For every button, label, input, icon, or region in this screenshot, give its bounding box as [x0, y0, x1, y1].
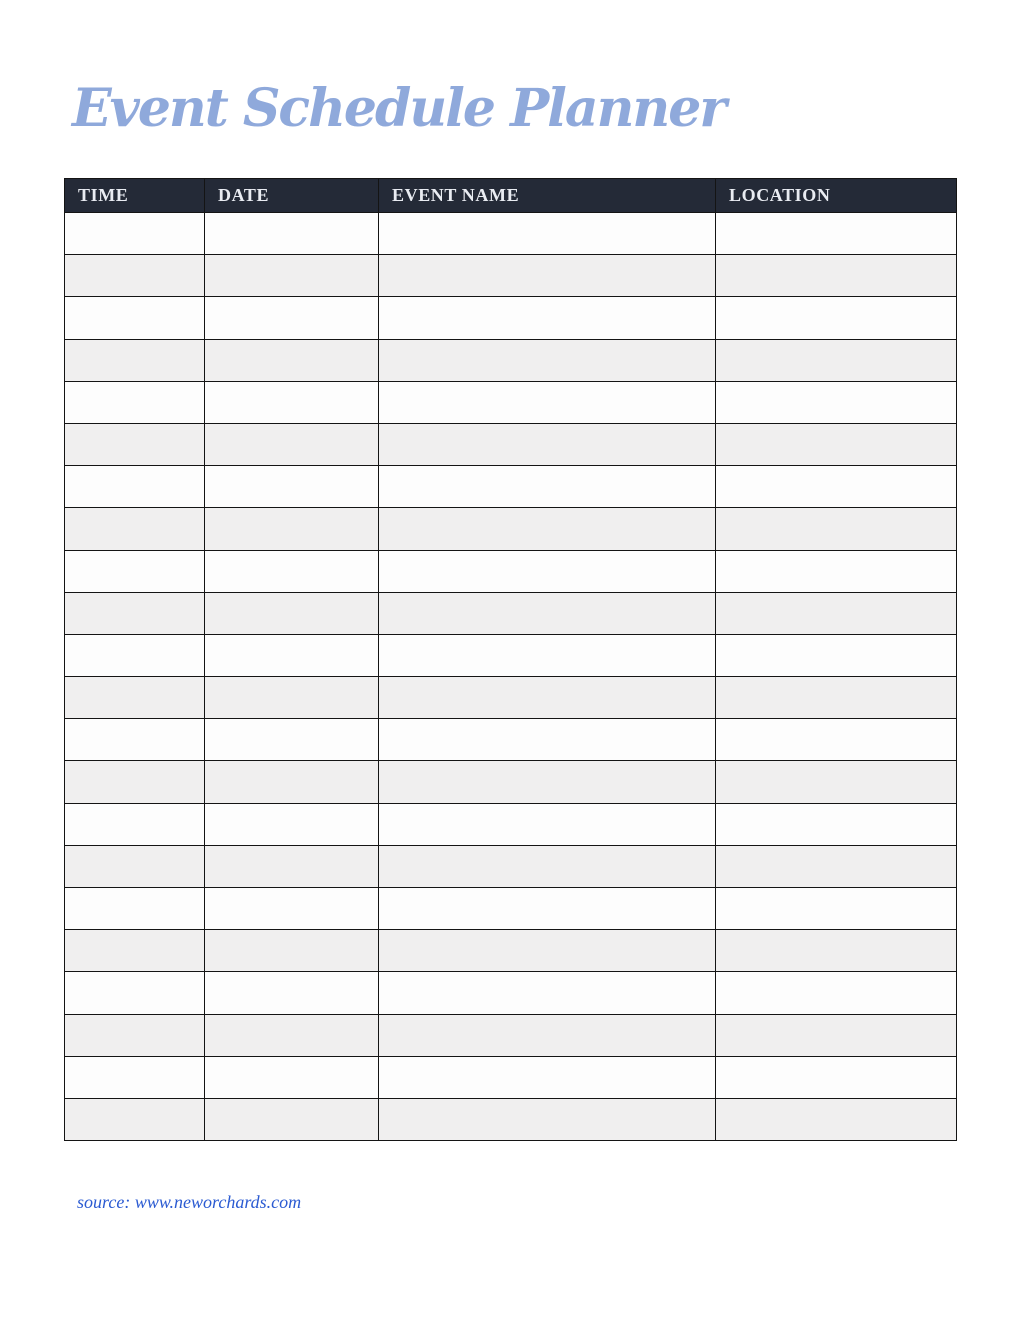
table-cell — [716, 466, 957, 508]
table-row — [65, 1056, 957, 1098]
table-row — [65, 508, 957, 550]
table-cell — [379, 845, 716, 887]
table-cell — [716, 213, 957, 255]
table-cell — [716, 297, 957, 339]
table-cell — [65, 972, 205, 1014]
table-cell — [65, 213, 205, 255]
table-cell — [205, 255, 379, 297]
table-row — [65, 297, 957, 339]
table-cell — [65, 339, 205, 381]
table-cell — [716, 972, 957, 1014]
column-header-time: TIME — [65, 179, 205, 213]
table-cell — [65, 255, 205, 297]
table-cell — [716, 550, 957, 592]
table-cell — [205, 550, 379, 592]
table-cell — [65, 466, 205, 508]
table-cell — [205, 466, 379, 508]
table-cell — [379, 255, 716, 297]
table-cell — [205, 888, 379, 930]
table-cell — [716, 930, 957, 972]
table-cell — [716, 592, 957, 634]
table-cell — [379, 634, 716, 676]
table-cell — [379, 466, 716, 508]
table-cell — [379, 888, 716, 930]
column-header-location: LOCATION — [716, 179, 957, 213]
table-row — [65, 1098, 957, 1140]
table-cell — [65, 1098, 205, 1140]
event-schedule-table — [64, 178, 957, 1141]
table-cell — [65, 803, 205, 845]
column-header-date: DATE — [205, 179, 379, 213]
table-row — [65, 719, 957, 761]
table-cell — [65, 550, 205, 592]
table-cell — [205, 297, 379, 339]
table-cell — [379, 592, 716, 634]
table-cell — [716, 423, 957, 465]
table-row — [65, 845, 957, 887]
table-cell — [205, 423, 379, 465]
table-row — [65, 213, 957, 255]
table-body — [65, 213, 957, 1141]
table-cell — [205, 381, 379, 423]
table-cell — [379, 423, 716, 465]
table-row — [65, 634, 957, 676]
table-cell — [65, 677, 205, 719]
table-header-row — [65, 179, 957, 213]
table-cell — [379, 719, 716, 761]
table-cell — [716, 1056, 957, 1098]
table-cell — [65, 297, 205, 339]
table-row — [65, 803, 957, 845]
table-row — [65, 677, 957, 719]
table-cell — [65, 634, 205, 676]
table-cell — [716, 888, 957, 930]
table-cell — [205, 761, 379, 803]
table-cell — [716, 677, 957, 719]
table-row — [65, 255, 957, 297]
table-cell — [716, 255, 957, 297]
table-cell — [716, 803, 957, 845]
table-cell — [65, 592, 205, 634]
table-cell — [379, 508, 716, 550]
table-row — [65, 381, 957, 423]
table-cell — [379, 550, 716, 592]
table-cell — [716, 634, 957, 676]
table-cell — [205, 213, 379, 255]
table-cell — [379, 761, 716, 803]
table-cell — [205, 719, 379, 761]
table-cell — [716, 339, 957, 381]
table-cell — [379, 1056, 716, 1098]
table-cell — [65, 381, 205, 423]
table-row — [65, 466, 957, 508]
table-cell — [205, 508, 379, 550]
table-cell — [379, 213, 716, 255]
table-cell — [65, 423, 205, 465]
table-cell — [205, 845, 379, 887]
table-cell — [379, 297, 716, 339]
table-row — [65, 888, 957, 930]
table-cell — [379, 381, 716, 423]
table-cell — [205, 1056, 379, 1098]
table-cell — [379, 339, 716, 381]
table-cell — [716, 1098, 957, 1140]
table-cell — [379, 1014, 716, 1056]
table-row — [65, 550, 957, 592]
table-cell — [205, 930, 379, 972]
table-cell — [65, 888, 205, 930]
table-cell — [65, 1056, 205, 1098]
table-cell — [65, 1014, 205, 1056]
table-cell — [205, 592, 379, 634]
table-cell — [379, 803, 716, 845]
table-cell — [205, 1098, 379, 1140]
table-cell — [65, 761, 205, 803]
table-cell — [379, 972, 716, 1014]
column-header-event-name: EVENT NAME — [379, 179, 716, 213]
table-cell — [716, 845, 957, 887]
table-row — [65, 761, 957, 803]
table-row — [65, 930, 957, 972]
table-cell — [205, 677, 379, 719]
source-text: source: www.neworchards.com — [77, 1192, 302, 1212]
table-cell — [716, 761, 957, 803]
table-row — [65, 592, 957, 634]
table-cell — [716, 1014, 957, 1056]
table-cell — [205, 803, 379, 845]
table-cell — [205, 339, 379, 381]
table-cell — [65, 930, 205, 972]
table-cell — [379, 677, 716, 719]
table-cell — [379, 1098, 716, 1140]
table-cell — [65, 508, 205, 550]
table-cell — [205, 1014, 379, 1056]
table-cell — [205, 634, 379, 676]
table-row — [65, 972, 957, 1014]
table-cell — [65, 719, 205, 761]
page-title: Event Schedule Planner — [72, 78, 725, 139]
table-cell — [716, 508, 957, 550]
table-header — [65, 179, 957, 213]
table-row — [65, 339, 957, 381]
table-row — [65, 1014, 957, 1056]
table-row — [65, 423, 957, 465]
table-cell — [716, 719, 957, 761]
table-cell — [716, 381, 957, 423]
table-cell — [65, 845, 205, 887]
table-cell — [205, 972, 379, 1014]
table-cell — [379, 930, 716, 972]
